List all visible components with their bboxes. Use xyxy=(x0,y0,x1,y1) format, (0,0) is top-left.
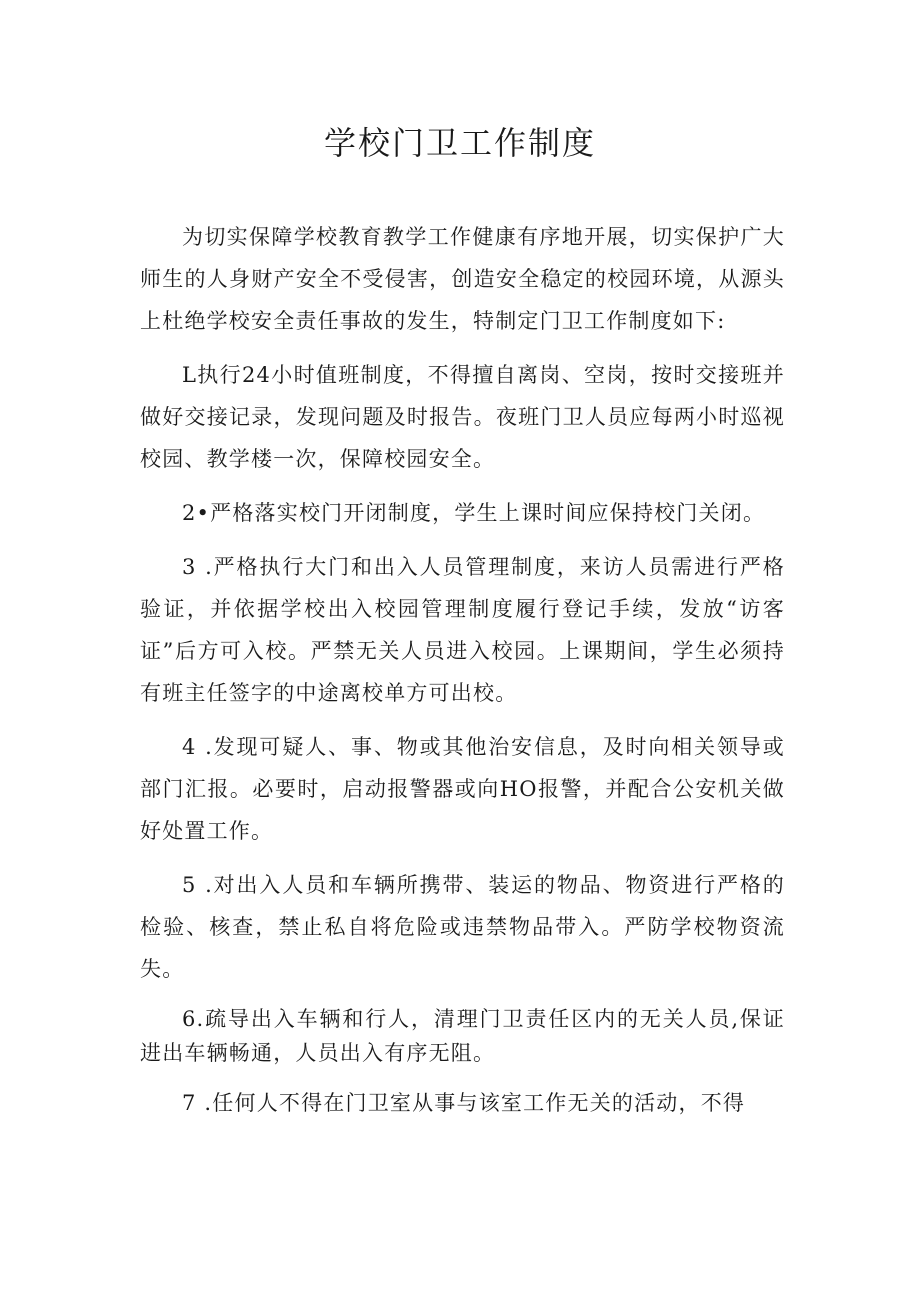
rule-3-paragraph: 3 .严格执行大门和出入人员管理制度，来访人员需进行严格验证，并依据学校出入校园管理制度履行登记手续，发放“访客证”后方可入校。严禁无关人员进入校园。上课期间，学生必须持有班主任签字的中途离校单方可出校。 xyxy=(140,555,785,705)
document-title: 学校门卫工作制度 xyxy=(323,124,596,162)
rule-7-paragraph: 7 .任何人不得在门卫室从事与该室工作无关的活动，不得 xyxy=(182,1091,746,1115)
intro-paragraph: 为切实保障学校教育教学工作健康有序地开展，切实保护广大师生的人身财产安全不受侵害，创造安全稳定的校园环境，从源头上杜绝学校安全责任事故的发生，特制定门卫工作制度如下: xyxy=(140,225,785,333)
rule-5-paragraph: 5 .对出入人员和车辆所携带、装运的物品、物资进行严格的检验、核查，禁止私自将危险或违禁物品带入。严防学校物资流失。 xyxy=(140,873,785,981)
rule-4-paragraph: 4 .发现可疑人、事、物或其他治安信息，及时向相关领导或部门汇报。必要时，启动报警器或向HO报警，并配合公安机关做好处置工作。 xyxy=(140,735,785,843)
rule-1-paragraph: L执行24小时值班制度，不得擅自离岗、空岗，按时交接班并做好交接记录，发现问题及时报告。夜班门卫人员应每两小时巡视校园、教学楼一次，保障校园安全。 xyxy=(140,363,785,471)
rule-6-paragraph: 6.疏导出入车辆和行人，清理门卫责任区内的无关人员,保证进出车辆畅通，人员出入有序无阻。 xyxy=(140,1007,785,1065)
rule-2-paragraph: 2•严格落实校门开闭制度，学生上课时间应保持校门关闭。 xyxy=(182,501,766,525)
document-body xyxy=(140,216,785,1136)
